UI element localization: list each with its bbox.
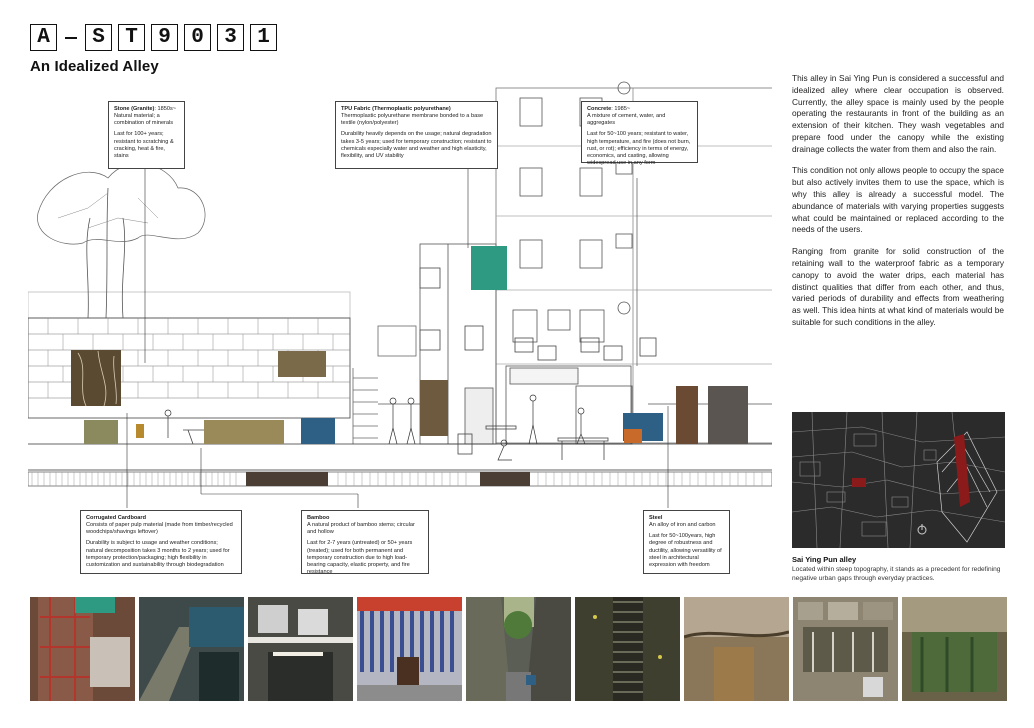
photo-stairs	[139, 597, 244, 701]
callout-title: Corrugated Cardboard	[86, 515, 146, 521]
description-paragraph: This alley in Sai Ying Pun is considered a successful and idealized alley where clear occupation is observed. Currently, the alley space is mainly used by the people operating the restaurants in front of the building as an extension of their kitchen. They wash vegetables and prepare food under the canopy while the existing drainage collects the water from them and also the rain.	[792, 73, 1004, 154]
callout-desc: A natural product of bamboo stems; circular and hollow	[307, 522, 415, 536]
code-char: 9	[151, 24, 178, 51]
callout-title: Bamboo	[307, 515, 330, 521]
steel-door-left	[676, 386, 698, 444]
callout-date: : 1985~	[611, 106, 631, 112]
map-caption-text: Located within steep topography, it stands as a precedent for redefining negative urban gaps through everyday practices.	[792, 566, 1001, 582]
photo-alley-view	[466, 597, 571, 701]
photo-mossy-wall	[902, 597, 1007, 701]
wall-patch-photo	[278, 351, 326, 377]
callout-steel	[643, 510, 730, 574]
page-title: An Idealized Alley	[30, 58, 159, 75]
photo-rock-texture	[684, 597, 789, 701]
callout-life: Durability heavily depends on the usage; natural degradation takes 3-5 years; used for temporary construction; resistant to chemicals especially water and weather and high elasticity, flexibility, and UV stability	[341, 131, 492, 159]
project-code	[30, 24, 277, 51]
small-bucket	[136, 424, 144, 438]
plant-patch	[84, 420, 118, 444]
callout-life: Last for 50~100years, high degree of robustness and ductility, allowing versatility of steel in architectural expression with freedom	[649, 533, 722, 568]
map-caption-title: Sai Ying Pun alley	[792, 555, 857, 564]
code-char: T	[118, 24, 145, 51]
callout-title: TPU Fabric (Thermoplastic polyurethane)	[341, 106, 451, 112]
callout-cardboard	[80, 510, 242, 574]
callout-date: : 1850s~	[154, 106, 177, 112]
callout-stone	[108, 101, 185, 169]
code-char: 1	[250, 24, 277, 51]
wooden-door	[420, 380, 448, 436]
description	[792, 73, 1004, 339]
callout-life: Last for 2-7 years (untreated) or 50+ years (treated); used for both permanent and temporary construction due to high load-bearing capacity, elastic property, and fire resistance	[307, 540, 413, 576]
photo-striped-canopy	[357, 597, 462, 701]
callout-desc: A mixture of cement, water, and aggregates	[587, 113, 666, 127]
site-map-drawing	[792, 412, 1005, 548]
callout-desc: An alloy of iron and carbon	[649, 522, 716, 529]
code-char: 3	[217, 24, 244, 51]
callout-bamboo	[301, 510, 429, 574]
callout-life: Durability is subject to usage and weather conditions; natural decomposition takes 3 months to 2 years; used for temporary protection/packaging; high flexibility in customization and sustainability through biodegradation	[86, 540, 230, 568]
photo-drain	[575, 597, 680, 701]
callout-title: Stone (Granite)	[114, 106, 155, 112]
callout-desc: Natural material; a combination of minerals	[114, 113, 174, 127]
site-map	[792, 412, 1005, 548]
description-paragraph: Ranging from granite for solid construction of the retaining wall to the waterproof fabric as a temporary canopy to avoid the water drips, each material has distinct qualities that differ from each other, and thus, varied periods of durability and effects from weathering as well. This idea hints at what kind of materials would be suitable for such conditions in the alley.	[792, 246, 1004, 327]
code-char: S	[85, 24, 112, 51]
drain-grate-right	[480, 472, 530, 486]
blue-tarp	[301, 418, 335, 444]
callout-life: Last for 50~100 years; resistant to water, high temperature, and fire (does not burn, rust, or rot); efficiency in terms of energy, economics, and casting, allowing widespread use in any form	[587, 131, 691, 167]
photo-scaffold	[30, 597, 135, 701]
photo-aircon	[248, 597, 353, 701]
photo-stone-wall	[793, 597, 898, 701]
callout-life: Last for 100+ years; resistant to scratching & cracking, heat & fire, stains	[114, 131, 174, 159]
code-char: 0	[184, 24, 211, 51]
drain-grate-left	[246, 472, 328, 486]
callout-title: Concrete	[587, 106, 612, 112]
photo-strip	[30, 597, 1007, 701]
green-canopy	[471, 246, 507, 290]
code-char: A	[30, 24, 57, 51]
moss-patch	[204, 420, 284, 444]
callout-title: Steel	[649, 515, 663, 521]
steel-door-right	[708, 386, 748, 444]
orange-box	[624, 429, 642, 443]
callout-concrete	[581, 101, 698, 167]
callout-desc: Consists of paper pulp material (made from timber/recycled woodchips/shavings leftover)	[86, 522, 233, 536]
callout-desc: Thermoplastic polyurethane membrane bonded to a base textile (nylon/polyester)	[341, 113, 484, 127]
callout-tpu	[335, 101, 498, 169]
code-dash	[65, 37, 77, 39]
description-paragraph: This condition not only allows people to occupy the space but also actively invites them to use the space, which is why this alley is already a successful model. The abundance of materials with varying properties suggests what could be maintained or replaced according to the needs of the users.	[792, 165, 1004, 235]
